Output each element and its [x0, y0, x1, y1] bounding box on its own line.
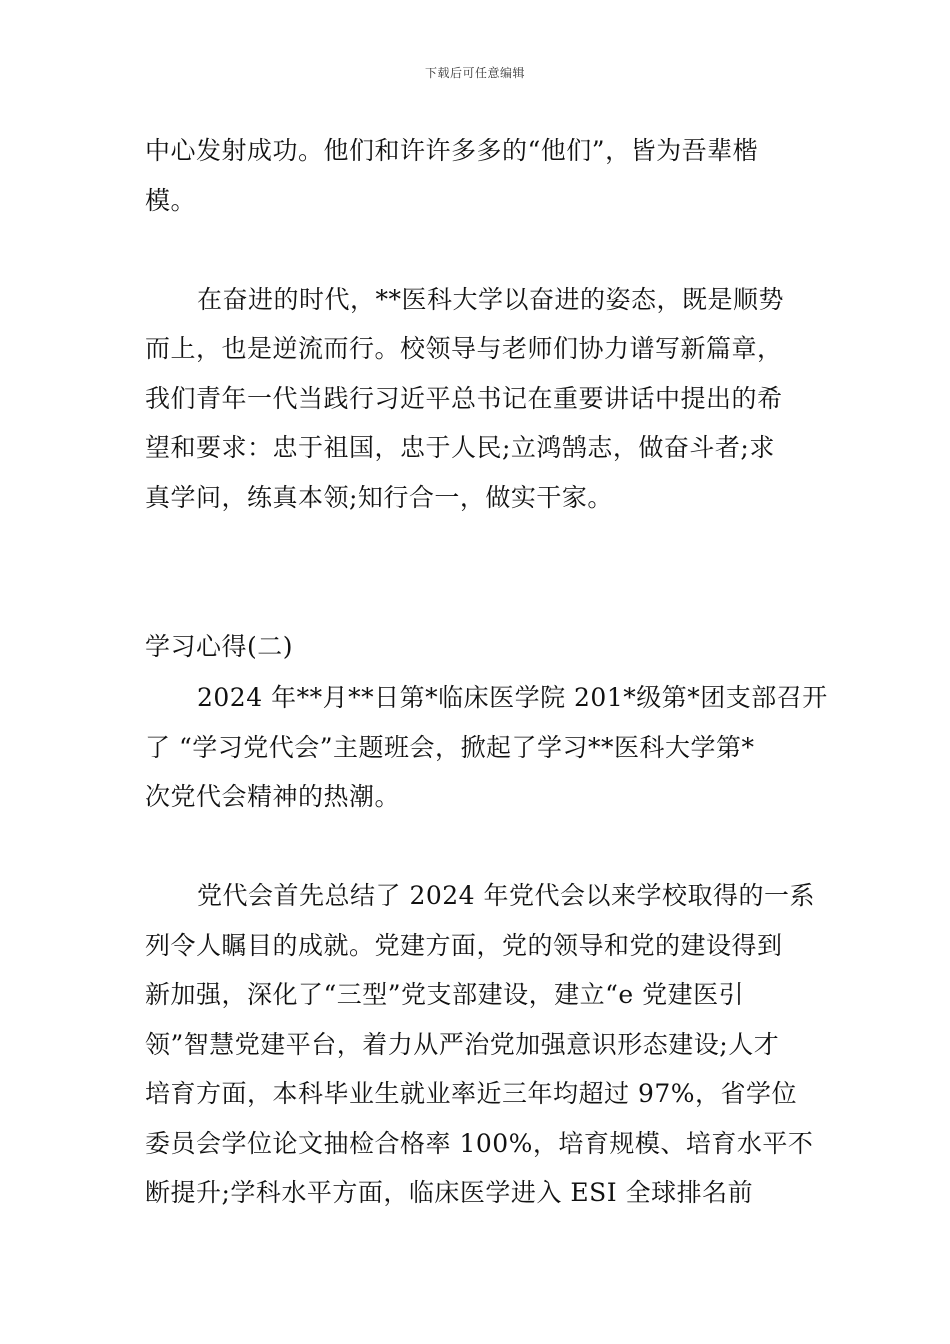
- paragraph-line: 断提升;学科水平方面，临床医学进入 ESI 全球排名前: [145, 1178, 754, 1207]
- paragraph-line: 真学问，练真本领;知行合一，做实干家。: [145, 483, 613, 512]
- paragraph-line: 而上，也是逆流而行。校领导与老师们协力谱写新篇章，: [145, 334, 783, 363]
- paragraph-line: 望和要求：忠于祖国，忠于人民;立鸿鹄志，做奋斗者;求: [145, 433, 775, 462]
- paragraph-line: 新加强，深化了“三型”党支部建设，建立“e 党建医引: [145, 980, 745, 1009]
- paragraph-line: 次党代会精神的热潮。: [145, 782, 401, 811]
- paragraph-line: 我们青年一代当践行习近平总书记在重要讲话中提出的希: [145, 384, 783, 413]
- paragraph-line: 2024 年**月**日第*临床医学院 201*级第*团支部召开: [197, 683, 828, 712]
- paragraph-line: 列令人瞩目的成就。党建方面，党的领导和党的建设得到: [145, 931, 783, 960]
- paragraph-line: 了 “学习党代会”主题班会，掀起了学习**医科大学第*: [145, 733, 755, 762]
- paragraph-line: 党代会首先总结了 2024 年党代会以来学校取得的一系: [197, 881, 816, 910]
- paragraph-line: 委员会学位论文抽检合格率 100%，培育规模、培育水平不: [145, 1129, 814, 1158]
- paragraph-line: 模。: [145, 186, 197, 215]
- paragraph-line: 领”智慧党建平台，着力从严治党加强意识形态建设;人才: [145, 1030, 780, 1059]
- paragraph-line: 培育方面，本科毕业生就业率近三年均超过 97%，省学位: [145, 1079, 798, 1108]
- section-title: 学习心得(二): [145, 632, 294, 661]
- page-header: 下载后可任意编辑: [424, 66, 525, 80]
- paragraph-line: 在奋进的时代，**医科大学以奋进的姿态，既是顺势: [197, 285, 785, 314]
- paragraph-line: 中心发射成功。他们和许许多多的“他们”，皆为吾辈楷: [145, 136, 759, 165]
